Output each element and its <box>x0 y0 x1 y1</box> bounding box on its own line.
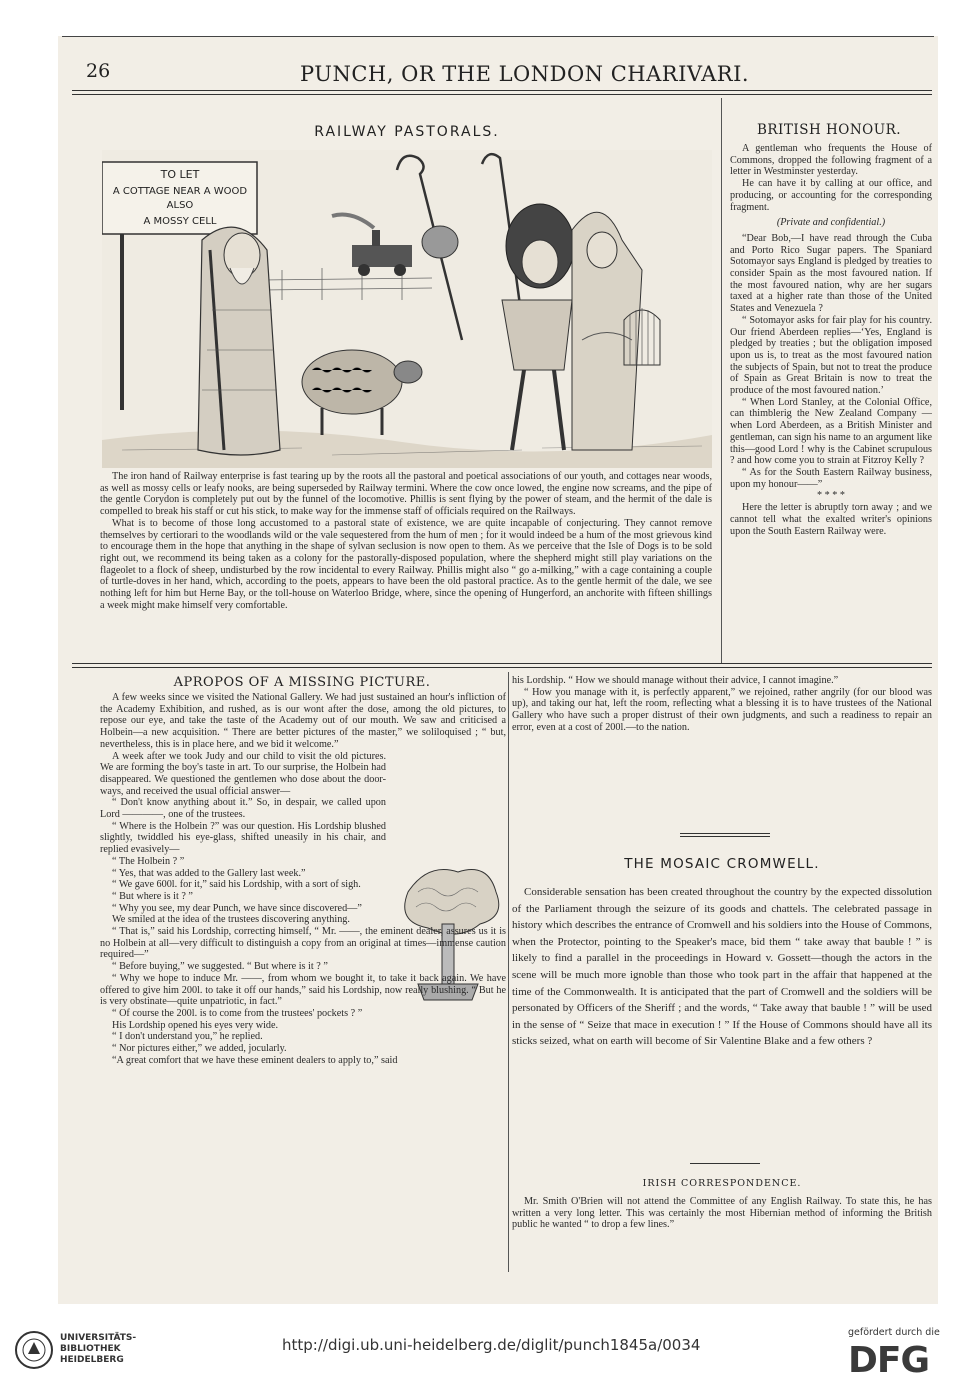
apropos-continued-1: his Lordship. “ How we should manage without their advice, I cannot imagine.” <box>512 675 839 686</box>
bh-stars: * * * * <box>816 490 845 502</box>
mosaic-title: THE MOSAIC CROMWELL. <box>624 856 820 872</box>
railway-paragraph-1: The iron hand of Railway enterprise is fast tearing up by the roots all the pastoral and poetical associations of our youth, and cottages near woods, as well as mossy cells or leafy nooks, are being superseded by Railway termini. Where the cow once lowed, the engine now screams, and the pipe of the gentle Corydon is completely put out by the funnel of the locomotive. Phillis is sent flying by the power of steam, and the hermit of the dale is compelled to break his staff or cut his stick, to make way for the immense staff of officials required on the Railways. <box>100 471 712 518</box>
railway-cartoon <box>102 150 712 468</box>
university-seal-icon <box>14 1330 54 1370</box>
apropos-paragraph-4: “ Where is the Holbein ?” was our question. His Lordship blushed slightly, twiddled his eye-glass, shifted uneasily in his chair, and replied evasively— <box>100 820 386 856</box>
running-title: PUNCH, OR THE LONDON CHARIVARI. <box>300 62 750 86</box>
apropos-paragraph-6: “ Yes, that was added to the Gallery last week.” <box>112 867 306 879</box>
section-rule-second <box>72 667 932 668</box>
apropos-continued-2: “ How you manage with it, is perfectly apparent,” we rejoined, rather angrily (for our blood was up), and taking our hat, left the room, reflecting what a blessing it is to have trustees of the National Gallery who have such a proper distrust of their own judgments, and such a readiness to repair an error, even at a cost of 200l.—to the nation. <box>512 686 932 733</box>
apropos-paragraph-15: His Lordship opened his eyes very wide. <box>112 1019 279 1031</box>
dfg-logo: DFG <box>848 1340 930 1381</box>
apropos-title: APROPOS OF A MISSING PICTURE. <box>173 675 431 690</box>
funded-by: gefördert durch die <box>848 1327 940 1338</box>
bh-paragraph-1: A gentleman who frequents the House of Commons, dropped the following fragment of a letter in Westminster yesterday. <box>730 143 932 178</box>
mosaic-paragraph-1: Considerable sensation has been created throughout the country by the expected dissolution of the Parliament through the seizure of its goods and chattels. The celebrated passage in history which describes the entrance of Cromwell and his soldiers into the House of Commons, when the Protector, pointing to the Speaker's mace, bid them “ take away that bauble ! ” is likely to find a parallel in the proceedings in Howard v. Gossett—though the actors in the scene will be much more ignoble than those who took part in the affair that happened at the time of the Commonwealth. It is anticipated that the part of Cromwell and the soldiers will be personated by Officers of the Sheriff ; and the words, “ Take away that bauble ! ” will be used in the sense of “ Seize that mace in execution ! ” If the House of Commons should have all its sticks seized, what on earth will become of Sir Valentine Blake and a few others ? <box>512 886 932 1048</box>
apropos-paragraph-12: “ Before buying,” we suggested. “ But where is it ? ” <box>112 961 328 973</box>
bh-paragraph-3: “Dear Bob,—I have read through the Cuba and Porto Rico Sugar papers. The Spaniard Sotomayor says England is pledged by treaties to consider Spain as the most favoured nation. If the most favoured nation, why are her sugars taxed at a higher rate than those of the United States and Venezuela ? <box>730 232 932 315</box>
mosaic-body <box>512 884 932 1050</box>
library-line-2: BIBLIOTHEK <box>60 1344 121 1354</box>
short-rule <box>680 833 770 834</box>
apropos-paragraph-5: “ The Holbein ? ” <box>112 855 185 867</box>
british-honour-body <box>730 143 932 537</box>
apropos-paragraph-7: “ We gave 600l. for it,” said his Lordship, with a sort of sigh. <box>112 879 361 891</box>
irish-body <box>512 1196 932 1231</box>
apropos-continued <box>512 675 932 734</box>
column-divider-lower <box>508 672 509 1272</box>
section-rule <box>72 663 932 664</box>
apropos-paragraph-9: “ Why you see, my dear Punch, we have since discovered—” <box>112 902 362 914</box>
irish-title: IRISH CORRESPONDENCE. <box>642 1178 802 1189</box>
sign-line-3: ALSO <box>166 200 194 211</box>
railway-paragraph-2: What is to become of those long accustomed to a pastoral state of existence, we are quite incapable of conjecturing. They cannot remove themselves by certiorari to the woodlands wild or the vale sequestered from the hum of men ; for it would indeed be a hum of the most grievous kind to encourage them in the hope that anything in the shape of sylvan seclusion is now open to them. As we perceive that the Isle of Dogs is to be sold right out, we recommend its being taken as a colony for the pastorally-disposed population, where the shepherd might still play variations on the flageolet to a flock of sheep, undisturbed by the row incidental to every Railway. Phillis might also “ go a-milking,” with a cage containing a couple of turtle-doves in her hand, which, according to the poets, appears to have been the old pastoral practice. As to the gentle hermit of the dale, we see nothing left for him but Herne Bay, or the toll-house on Waterloo Bridge, where, since the opening of Hungerford, an anchorite with fifteen shillings a week might make himself very comfortable. <box>100 517 712 611</box>
apropos-paragraph-10: We smiled at the idea of the trustees discovering anything. <box>112 914 350 926</box>
british-honour-title: BRITISH HONOUR. <box>756 122 902 138</box>
railway-body <box>100 471 712 611</box>
bh-private-note: (Private and confidential.) <box>776 217 886 229</box>
apropos-paragraph-8: “ But where is it ? ” <box>112 890 193 902</box>
apropos-paragraph-1: A few weeks since we visited the National Gallery. We had just sustained an hour's infliction of the Academy Exhibition, and rushed, as is our wont after the dose, among the old pictures, to repose our eye, and take the taste of the Academy out of our mouth. We saw and criticised a Holbein—a new acquisition. “ There are better pictures of the master,” we soliloquised ; “ but, nevertheless, this is in place here, and we bid it welcome.” <box>100 692 506 750</box>
apropos-paragraph-17: “ Nor pictures either,” we added, jocularly. <box>112 1043 287 1055</box>
bh-paragraph-6: “ As for the South Eastern Railway business, upon my honour——” <box>730 466 932 490</box>
apropos-paragraph-11: “ That is,” said his Lordship, correcting himself, “ Mr. ——, the eminent dealer, assures us it is no Holbein at all—very difficult to distinguish a copy from an original at times—immense caution required—” <box>100 926 506 961</box>
column-divider <box>721 98 722 664</box>
apropos-body <box>100 692 506 1067</box>
bh-paragraph-7: Here the letter is abruptly torn away ; and we cannot tell what the exalted writer's opinions upon the South Eastern Railway were. <box>730 502 932 537</box>
library-line-3: HEIDELBERG <box>60 1355 124 1365</box>
library-line-1: UNIVERSITÄTS- <box>60 1333 137 1343</box>
bh-paragraph-5: “ When Lord Stanley, at the Colonial Office, can thimblerig the New Zealand Company — when Lord Aberdeen, as a British Minister and gentleman, can sign his name to an argument like this—good Lord ! why is the Cabinet scrupulous ? and how come you to strain at Fitzroy Kelly ? <box>730 396 932 467</box>
apropos-paragraph-3: “ Don't know anything about it.” So, in despair, we called upon Lord ————, one of the trustees. <box>100 797 386 821</box>
page-number: 26 <box>86 60 111 82</box>
railway-title: RAILWAY PASTORALS. <box>314 124 500 140</box>
sign-line-1: TO LET <box>160 168 200 181</box>
hermit-figure <box>198 227 280 455</box>
irish-rule <box>690 1163 760 1164</box>
apropos-paragraph-18: “A great comfort that we have these eminent dealers to apply to,” said <box>112 1054 398 1066</box>
bh-paragraph-2: He can have it by calling at our office, and producing, or accounting for the corresponding fragment. <box>730 178 932 213</box>
bh-paragraph-4: “ Sotomayor asks for fair play for his country. Our friend Aberdeen replies—‘Yes, England is pledged by treaties ; but the obligation imposed upon us is, to treat as the most favoured nation the subjects of Spain, but not to treat the produce of Spain as Great Britain is now to treat the produce of the most favoured nation.’ <box>730 314 932 397</box>
apropos-paragraph-2: A week after we took Judy and our child to visit the old pictures. We are forming the boy's taste in art. To our surprise, the Holbein had disappeared. We questioned the gentlemen who dose about the door-ways, and received the usual official answer— <box>100 750 386 797</box>
library-name <box>60 1333 136 1366</box>
apropos-paragraph-16: “ I don't understand you,” he replied. <box>112 1031 263 1043</box>
header-rule-second <box>72 94 932 95</box>
apropos-paragraph-14: “ Of course the 200l. is to come from the trustees' pockets ? ” <box>112 1007 363 1019</box>
apropos-paragraph-13: “ Why we hope to induce Mr. ——, from whom we bought it, to take it back again. We have offered to give him 200l. to take it off our hands,” said his Lordship, now really blushing. “ But he is very obstinate—quite unpatriotic, in fact.” <box>100 972 506 1008</box>
header-rule <box>72 90 932 91</box>
top-rule <box>62 36 934 37</box>
short-rule-second <box>680 836 770 837</box>
irish-paragraph-1: Mr. Smith O'Brien will not attend the Committee of any English Railway. To state this, he has written a very long letter. This was certainly the most Hibernian method of informing the British public he wanted “ to drop a few lines.” <box>512 1196 932 1231</box>
sign-line-4: A MOSSY CELL <box>143 216 217 227</box>
sign-line-2: A COTTAGE NEAR A WOOD <box>112 186 248 197</box>
source-url[interactable]: http://digi.ub.uni-heidelberg.de/diglit/punch1845a/0034 <box>282 1336 701 1354</box>
